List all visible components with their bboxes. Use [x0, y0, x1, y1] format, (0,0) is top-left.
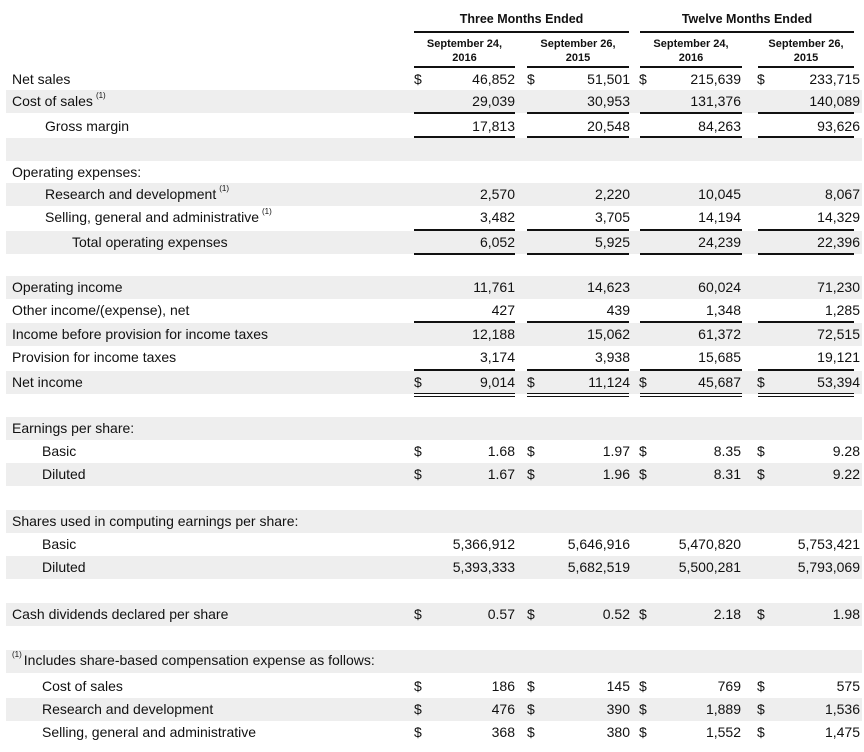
value: 390 [606, 701, 630, 717]
dollar-sign: $ [757, 466, 765, 482]
dollar-sign: $ [414, 443, 422, 459]
row-provision-tax [6, 346, 862, 369]
row-other-income [6, 299, 862, 322]
value: 5,500,281 [678, 559, 741, 575]
value: 30,953 [587, 93, 630, 109]
value: 71,230 [817, 279, 860, 295]
dollar-sign: $ [639, 678, 647, 694]
row-footnote-heading [6, 650, 862, 673]
row-operating-expenses-heading [6, 161, 862, 184]
row-label: Selling, general and administrative $^{(1)}$ [45, 207, 272, 225]
dollar-sign: $ [639, 701, 647, 717]
dollar-sign: $ [527, 678, 535, 694]
value: 1.97 [602, 443, 630, 459]
value: 8,067 [824, 186, 860, 202]
dollar-sign: $ [757, 443, 765, 459]
row-shares-basic [6, 533, 862, 556]
value: 6,052 [479, 234, 515, 250]
value: 1,285 [824, 302, 860, 318]
row-operating-income [6, 276, 862, 299]
row-label: Basic [42, 443, 77, 459]
row-net-income [6, 371, 862, 394]
row-label: Selling, general and administrative [42, 724, 257, 740]
double-rule [640, 393, 742, 397]
value: 14,623 [587, 279, 630, 295]
value: 17,813 [472, 118, 515, 134]
dollar-sign: $ [414, 606, 422, 622]
double-rule [414, 393, 515, 397]
subtotal-rule [414, 112, 515, 114]
value: 9,014 [479, 374, 515, 390]
value: 93,626 [817, 118, 860, 134]
dollar-sign: $ [757, 71, 765, 87]
row-label: Net sales [12, 71, 71, 87]
value: 2,570 [479, 186, 515, 202]
column-header-y-2016: September 24, 2016 [653, 38, 729, 64]
value: 11,761 [473, 279, 515, 295]
footnote-marker: (1) [219, 184, 230, 193]
value: 46,852 [472, 71, 515, 87]
dollar-sign: $ [527, 466, 535, 482]
value: 5,925 [594, 234, 630, 250]
row-research-development [6, 183, 862, 206]
row-label: Operating income [12, 279, 123, 295]
row-label: Cash dividends declared per share [12, 606, 229, 622]
value: 131,376 [690, 93, 741, 109]
row-cost-of-sales [6, 90, 862, 113]
value: 84,263 [698, 118, 741, 134]
row-label: Diluted [42, 466, 86, 482]
value: 53,394 [817, 374, 860, 390]
double-rule [758, 393, 854, 397]
value: 380 [606, 724, 630, 740]
value: 12,188 [472, 326, 515, 342]
value: 1.96 [602, 466, 630, 482]
value: 22,396 [817, 234, 860, 250]
row-sga [6, 206, 862, 229]
column-header-q-2016: September 24, 2016 [426, 38, 503, 64]
value: 476 [491, 701, 515, 717]
spacer-row [6, 138, 862, 161]
value: 5,682,519 [567, 559, 630, 575]
footnote-marker: (1) [12, 650, 22, 659]
section-heading: Earnings per share: [12, 420, 135, 436]
value: 0.52 [602, 606, 630, 622]
total-rule [414, 253, 515, 255]
value: 5,753,421 [797, 536, 860, 552]
dollar-sign: $ [414, 724, 422, 740]
value: 1,348 [705, 302, 741, 318]
column-header-y-2015: September 26, 2015 [768, 38, 844, 64]
row-sbc-cost-of-sales [6, 675, 862, 698]
dollar-sign: $ [639, 374, 647, 390]
dollar-sign: $ [527, 606, 535, 622]
header-rule-twelve [640, 31, 854, 33]
value: 2,220 [594, 186, 630, 202]
value: 368 [491, 724, 515, 740]
dollar-sign: $ [414, 466, 422, 482]
dollar-sign: $ [527, 443, 535, 459]
row-label: Income before provision for income taxes [12, 326, 269, 342]
value: 2.18 [713, 606, 741, 622]
row-sbc-research-development [6, 698, 862, 721]
value: 1.68 [487, 443, 515, 459]
row-label: Cost of sales $^{(1)}$ [12, 91, 106, 109]
dollar-sign: $ [639, 466, 647, 482]
value: 1,889 [705, 701, 741, 717]
value: 140,089 [809, 93, 860, 109]
total-rule [758, 253, 854, 255]
value: 9.22 [832, 466, 860, 482]
row-income-before-tax [6, 323, 862, 346]
dollar-sign: $ [414, 374, 422, 390]
value: 5,470,820 [678, 536, 741, 552]
value: 14,194 [698, 209, 741, 225]
row-shares-diluted [6, 556, 862, 579]
value: 15,062 [587, 326, 630, 342]
value: 9.28 [832, 443, 860, 459]
total-rule [527, 253, 629, 255]
dollar-sign: $ [639, 724, 647, 740]
value: 8.31 [713, 466, 741, 482]
dollar-sign: $ [757, 701, 765, 717]
dollar-sign: $ [639, 443, 647, 459]
value: 8.35 [713, 443, 741, 459]
value: 3,482 [479, 209, 515, 225]
dollar-sign: $ [414, 701, 422, 717]
value: 20,548 [587, 118, 630, 134]
value: 3,938 [594, 349, 630, 365]
value: 1,552 [705, 724, 741, 740]
value: 5,793,069 [797, 559, 860, 575]
value: 29,039 [472, 93, 515, 109]
dollar-sign: $ [414, 678, 422, 694]
header-twelve-months: Twelve Months Ended [681, 12, 813, 26]
row-label: Provision for income taxes [12, 349, 177, 365]
value: 427 [491, 302, 515, 318]
subtotal-rule [758, 112, 854, 114]
value: 14,329 [817, 209, 860, 225]
section-heading: Operating expenses: [12, 164, 142, 180]
value: 10,045 [698, 186, 741, 202]
row-label: Net income [12, 374, 83, 390]
double-rule [527, 393, 629, 397]
value: 72,515 [817, 326, 860, 342]
value: 145 [606, 678, 630, 694]
row-net-sales [6, 68, 862, 91]
value: 186 [491, 678, 515, 694]
subtotal-rule [527, 112, 629, 114]
subtotal-rule [640, 112, 742, 114]
dollar-sign: $ [757, 678, 765, 694]
row-label: Diluted [42, 559, 86, 575]
dollar-sign: $ [527, 374, 535, 390]
value: 51,501 [587, 71, 630, 87]
value: 1.98 [832, 606, 860, 622]
value: 1,536 [824, 701, 860, 717]
footnote-marker: (1) [95, 91, 106, 100]
value: 0.57 [487, 606, 515, 622]
value: 1.67 [487, 466, 515, 482]
total-rule [640, 253, 742, 255]
dollar-sign: $ [757, 724, 765, 740]
value: 60,024 [698, 279, 741, 295]
footnote-heading: $^{(1)}$ Includes share-based compensation expense as follows: [12, 650, 375, 668]
footnote-marker: (1) [262, 207, 272, 216]
row-label: Cost of sales [42, 678, 123, 694]
section-heading: Shares used in computing earnings per share: [12, 513, 299, 529]
value: 19,121 [817, 349, 860, 365]
dollar-sign: $ [414, 71, 422, 87]
row-dividends [6, 603, 862, 626]
row-eps-basic [6, 440, 862, 463]
column-header-q-2015: September 26, 2015 [540, 38, 616, 64]
value: 24,239 [698, 234, 741, 250]
row-label: Research and development $^{(1)}$ [45, 184, 230, 202]
value: 439 [606, 302, 630, 318]
dollar-sign: $ [639, 606, 647, 622]
value: 3,174 [479, 349, 515, 365]
row-eps-diluted [6, 463, 862, 486]
row-total-operating-expenses [6, 231, 862, 254]
dollar-sign: $ [757, 374, 765, 390]
row-label: Gross margin [45, 118, 130, 134]
value: 5,366,912 [452, 536, 515, 552]
row-eps-heading [6, 417, 862, 440]
value: 11,124 [588, 374, 630, 390]
value: 61,372 [698, 326, 741, 342]
row-shares-heading [6, 510, 862, 533]
dollar-sign: $ [639, 71, 647, 87]
row-gross-margin [6, 115, 862, 138]
dollar-sign: $ [757, 606, 765, 622]
dollar-sign: $ [527, 71, 535, 87]
value: 15,685 [698, 349, 741, 365]
value: 769 [717, 678, 741, 694]
value: 3,705 [594, 209, 630, 225]
dollar-sign: $ [527, 724, 535, 740]
value: 215,639 [690, 71, 741, 87]
row-label: Other income/(expense), net [12, 302, 190, 318]
row-label: Total operating expenses [72, 234, 228, 250]
header-rule-three [414, 31, 629, 33]
dollar-sign: $ [527, 701, 535, 717]
value: 233,715 [809, 71, 860, 87]
row-label: Basic [42, 536, 77, 552]
value: 1,475 [824, 724, 860, 740]
row-sbc-sga [6, 721, 862, 744]
value: 5,646,916 [567, 536, 630, 552]
value: 45,687 [698, 374, 741, 390]
value: 575 [836, 678, 860, 694]
header-three-months: Three Months Ended [459, 12, 584, 26]
row-label: Research and development [42, 701, 214, 717]
value: 5,393,333 [452, 559, 515, 575]
